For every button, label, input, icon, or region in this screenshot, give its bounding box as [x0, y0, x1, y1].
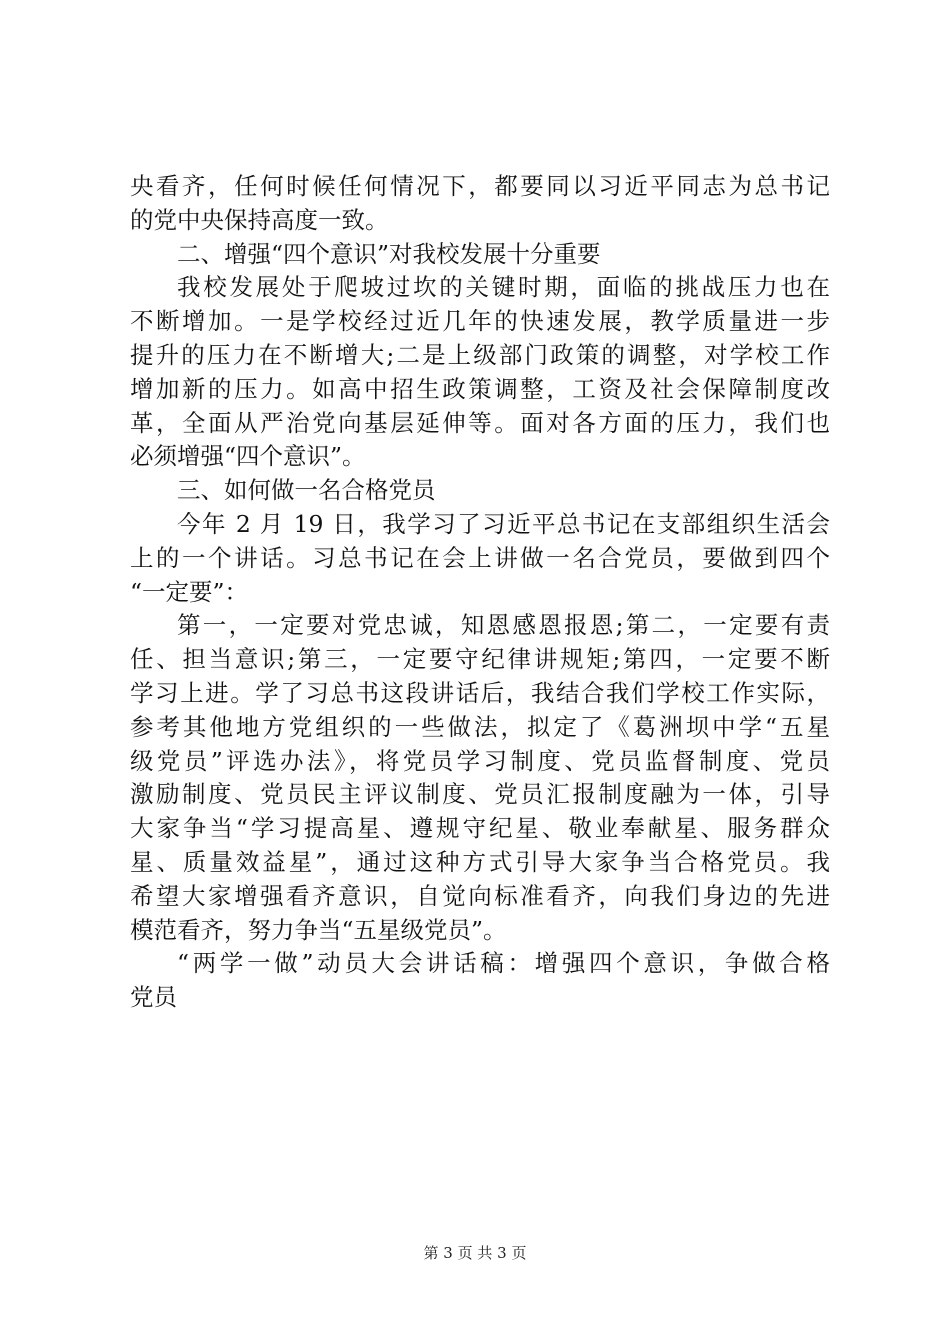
text-line: 任、担当意识;第三，一定要守纪律讲规矩;第四，一定要不断 [130, 645, 830, 674]
text-line: 革，全面从严治党向基层延伸等。面对各方面的压力，我们也 [130, 408, 830, 437]
text-line: “一定要”： [130, 577, 249, 606]
section-heading: 三、如何做一名合格党员 [177, 476, 436, 505]
text-line: 的党中央保持高度一致。 [130, 205, 389, 234]
text-line: 必须增强“四个意识”。 [130, 442, 366, 471]
text-line: 今年 2 月 19 日，我学习了习近平总书记在支部组织生活会 [177, 509, 830, 538]
text-line: 级党员”评选办法》，将党员学习制度、党员监督制度、党员 [130, 746, 830, 775]
section-heading: 二、增强“四个意识”对我校发展十分重要 [177, 239, 601, 268]
text-line: 党员 [130, 983, 177, 1012]
text-line: 提升的压力在不断增大;二是上级部门政策的调整，对学校工作 [130, 340, 830, 369]
text-line: 模范看齐，努力争当“五星级党员”。 [130, 915, 507, 944]
text-line: 上的一个讲话。习总书记在会上讲做一名合党员，要做到四个 [130, 543, 830, 572]
text-line: 激励制度、党员民主评议制度、党员汇报制度融为一体，引导 [130, 780, 830, 809]
text-line: 星、质量效益星”，通过这种方式引导大家争当合格党员。我 [130, 847, 830, 876]
body-text [130, 170, 830, 1015]
page-number-footer: 第 3 页 共 3 页 [423, 1244, 527, 1262]
text-line: 大家争当“学习提高星、遵规守纪星、敬业奉献星、服务群众 [130, 814, 830, 843]
text-line: 参考其他地方党组织的一些做法，拟定了《葛洲坝中学“五星 [130, 712, 830, 741]
text-line: 我校发展处于爬坡过坎的关键时期，面临的挑战压力也在 [177, 273, 830, 302]
text-line: 增加新的压力。如高中招生政策调整，工资及社会保障制度改 [130, 374, 830, 403]
text-line: 第一，一定要对党忠诚，知恩感恩报恩;第二，一定要有责 [177, 611, 830, 640]
text-line: 希望大家增强看齐意识，自觉向标准看齐，向我们身边的先进 [130, 881, 830, 910]
text-line: 学习上进。学了习总书这段讲话后，我结合我们学校工作实际， [130, 678, 830, 707]
text-line: 不断增加。一是学校经过近几年的快速发展，教学质量进一步 [130, 307, 830, 336]
text-line: 央看齐，任何时候任何情况下，都要同以习近平同志为总书记 [130, 172, 830, 200]
text-line: “两学一做”动员大会讲话稿：增强四个意识，争做合格 [177, 949, 830, 978]
